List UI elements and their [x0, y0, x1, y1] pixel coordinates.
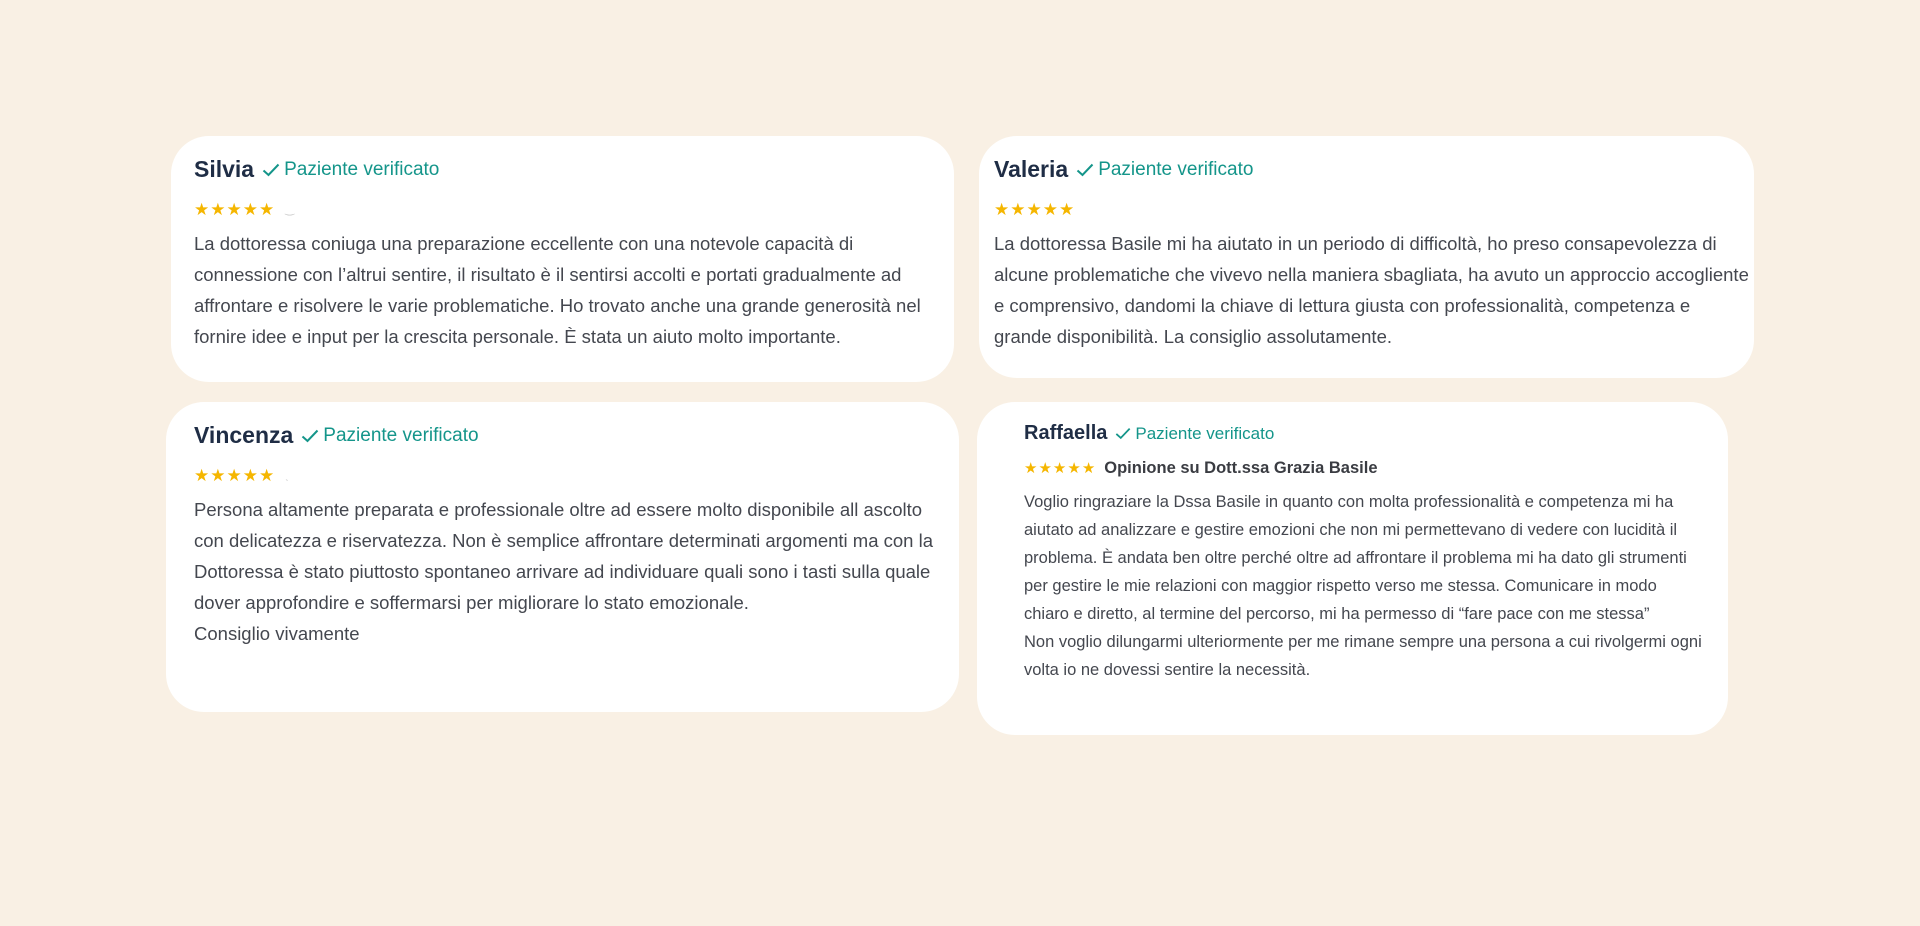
star-icon: ★	[1081, 460, 1096, 477]
review-header	[1024, 422, 1728, 445]
star-rating	[194, 201, 954, 218]
review-text: La dottoressa coniuga una preparazione eccellente con una notevole capacità di connessione con l’altrui sentire, il risultato è il sentirsi accolti e portati gradualmente ad affrontare e risolvere le varie problematiche. Ho trovato anche una grande generosità nel fornire idee e input per la crescita personale. È stata un aiuto molto importante.	[194, 233, 921, 347]
star-rating	[1024, 459, 1728, 478]
star-rating	[994, 201, 1754, 218]
star-icon: ★	[259, 200, 275, 219]
review-header	[194, 422, 959, 449]
check-icon	[262, 163, 280, 177]
review-card-silvia	[171, 136, 954, 382]
review-text: Persona altamente preparata e professionale oltre ad essere molto disponibile all ascolto con delicatezza e riservatezza. Non è semplice affrontare determinati argomenti ma con la Dottoressa è stato piuttosto spontaneo arrivare ad individuare quali sono i tasti sulla quale dover approfondire e soffermarsi per migliorare lo stato emozionale. Consiglio vivamente	[194, 499, 933, 644]
reviewer-name: Silvia	[194, 156, 255, 182]
star-icon: ★	[226, 200, 242, 219]
star-icon: ★	[1042, 200, 1058, 219]
star-icon: ★	[210, 466, 226, 485]
verified-badge	[262, 159, 439, 181]
verified-label: Paziente verificato	[1135, 423, 1275, 443]
star-rating	[194, 467, 959, 484]
review-text: La dottoressa Basile mi ha aiutato in un periodo di difficoltà, ho preso consapevolezza di alcune problematiche che vivevo nella maniera sbagliata, ha avuto un approccio accogliente e comprensivo, dandomi la chiave di lettura giusta con professionalità, competenza e grande disponibilità. La consiglio assolutamente.	[994, 233, 1749, 347]
tick-mark-icon: ˎ	[285, 469, 289, 482]
star-icon: ★	[1024, 460, 1038, 477]
tick-mark-icon: ‿	[285, 204, 295, 216]
check-icon	[1076, 163, 1094, 177]
verified-badge	[1115, 424, 1274, 444]
verified-badge	[301, 425, 478, 447]
verified-badge	[1076, 159, 1253, 181]
star-icon: ★	[1059, 200, 1075, 219]
reviewer-name: Valeria	[994, 156, 1069, 182]
star-icon: ★	[1067, 460, 1081, 477]
check-icon	[1115, 427, 1131, 440]
star-icon: ★	[194, 200, 210, 219]
star-icon: ★	[994, 200, 1010, 219]
review-header	[194, 156, 954, 183]
star-icon: ★	[242, 200, 258, 219]
star-icon: ★	[1038, 460, 1052, 477]
review-card-valeria	[979, 136, 1754, 378]
star-icon: ★	[1010, 200, 1026, 219]
opinion-title: Opinione su Dott.ssa Grazia Basile	[1104, 459, 1378, 477]
verified-label: Paziente verificato	[1098, 158, 1254, 180]
review-card-vincenza	[166, 402, 959, 712]
star-icon: ★	[1026, 200, 1042, 219]
review-card-raffaella	[977, 402, 1728, 735]
verified-label: Paziente verificato	[323, 424, 479, 446]
star-icon: ★	[242, 466, 258, 485]
verified-label: Paziente verificato	[284, 158, 440, 180]
star-icon: ★	[194, 466, 210, 485]
review-text: Voglio ringraziare la Dssa Basile in quanto con molta professionalità e competenza mi ha aiutato ad analizzare e gestire emozioni che non mi permettevano di vedere con lucidità il problema. È andata ben oltre perché oltre ad affrontare il problema mi ha dato gli strumenti per gestire le mie relazioni con maggior rispetto verso me stessa. Comunicare in modo chiaro e diretto, al termine del percorso, mi ha permesso di “fare pace con me stessa” Non voglio dilungarmi ulteriormente per me rimane sempre una persona a cui rivolgermi ogni volta io ne dovessi sentire la necessità.	[1024, 493, 1702, 679]
star-icon: ★	[259, 466, 275, 485]
review-header	[994, 156, 1754, 183]
star-icon: ★	[1052, 460, 1067, 477]
reviewer-name: Vincenza	[194, 422, 294, 448]
check-icon	[301, 429, 319, 443]
star-icon: ★	[226, 466, 242, 485]
star-icon: ★	[210, 200, 226, 219]
reviewer-name: Raffaella	[1024, 422, 1108, 444]
